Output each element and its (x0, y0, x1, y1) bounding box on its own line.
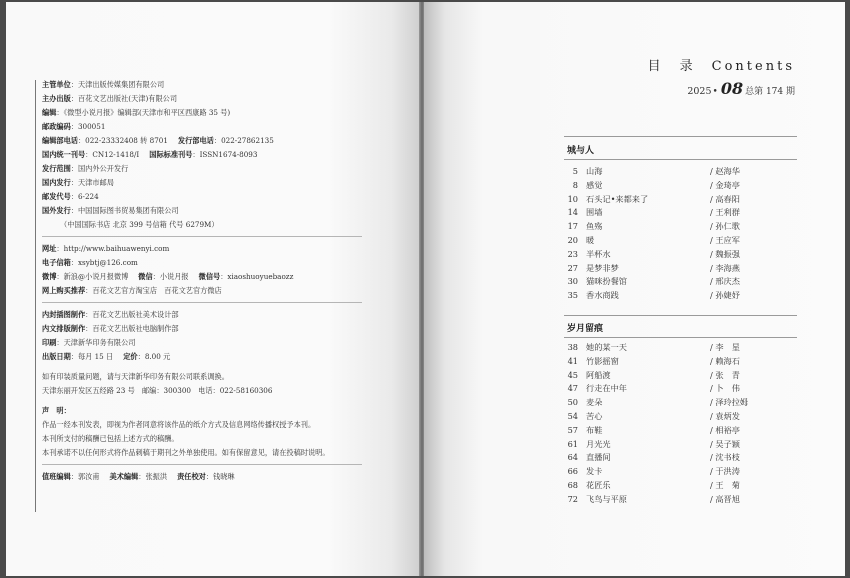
toc-entry[interactable]: 50 麦朵 / 泽玲拉姆 (567, 397, 749, 408)
toc-entry[interactable]: 35 香水商践 / 孙婕妤 (567, 290, 740, 301)
editors-line: 值班编辑：郭汝甫 美术编辑：张振洪 责任校对：钱晓琳 (42, 472, 235, 481)
toc-entry[interactable]: 30 猫咪扮餐馆 / 邢庆杰 (567, 276, 740, 287)
credit-line-printer: 印刷：天津新华印务有限公司 (42, 338, 136, 347)
section-title: 岁月留痕 (567, 324, 604, 334)
credits-block (42, 78, 362, 484)
credit-line-date-price: 出版日期：每月 15 日 定价：8.00 元 (42, 352, 171, 361)
toc-entry[interactable]: 23 半杯水 / 魏振强 (567, 248, 740, 259)
credit-line-phones: 编辑部电话：022-23332408 转 8701 发行部电话：022-27862135 (42, 136, 274, 145)
credit-line-shop: 网上购买推荐：百花文艺官方淘宝店 百花文艺官方微店 (42, 286, 222, 295)
section-rule (564, 315, 797, 316)
production-info-group (42, 308, 362, 364)
quality-note: 如有印装质量问题，请与天津新华印务有限公司联系调换。 (42, 372, 229, 381)
section-entries (564, 341, 798, 507)
credit-line-supervisor: 主管单位：天津出版传媒集团有限公司 (42, 80, 165, 89)
toc-entry[interactable]: 45 阿船渡 / 张 青 (567, 369, 740, 380)
vertical-rule (35, 80, 36, 512)
credit-line-scope: 发行范围：国内外公开发行 (42, 164, 129, 173)
overseas-note: （中国国际书店 北京 399 号信箱 代号 6279M） (60, 220, 219, 229)
credit-line-domestic: 国内发行：天津市邮局 (42, 178, 114, 187)
toc-entry[interactable]: 17 鱼殇 / 孙仁歌 (567, 221, 740, 232)
credit-line-social: 微博：新浪@小说月报微博 微信：小说月报 微信号：xiaoshuoyuebaozz (42, 272, 294, 281)
section-title: 城与人 (567, 146, 595, 156)
toc-entry[interactable]: 10 石头记•来都来了 / 高春阳 (567, 193, 740, 204)
toc-entry[interactable]: 41 竹影摇窗 / 赖海石 (567, 355, 740, 366)
credit-line-postcode: 邮政编码：300051 (42, 122, 106, 131)
toc-entry[interactable]: 27 是梦非梦 / 李海燕 (567, 262, 740, 273)
contents-heading: 目 录 Contents (647, 59, 795, 74)
issue-line (687, 79, 795, 98)
statement-line: 本刊承诺不以任何形式将作品刺稿于期刊之外单独使用。如有保留意见，请在投稿时说明。 (42, 448, 330, 457)
toc-entry[interactable]: 20 暖 / 王应军 (567, 234, 740, 245)
toc-entry[interactable]: 57 布鞋 / 相裕亭 (567, 424, 740, 435)
toc-entry[interactable]: 64 直播间 / 沈书枝 (567, 452, 740, 463)
divider (42, 464, 362, 465)
section-rule (564, 159, 797, 160)
issue-dot: • (712, 87, 718, 97)
toc-entry[interactable]: 38 她的某一天 / 李 星 (567, 342, 740, 352)
credit-line-email: 电子信箱：xsybtj@126.com (42, 258, 138, 267)
toc-entry[interactable]: 5 山海 / 赵海华 (572, 166, 740, 176)
toc-entry[interactable]: 8 感觉 / 金琦亭 (572, 179, 740, 190)
toc-entry[interactable]: 72 飞鸟与平原 / 高晋旭 (567, 493, 740, 504)
section-rule (564, 136, 797, 137)
section-rule (564, 337, 797, 338)
issue-year: 2025 (687, 86, 712, 97)
toc-entry[interactable]: 47 行走在中年 / 卜 伟 (567, 383, 740, 394)
right-page (424, 2, 845, 576)
toc-entry[interactable]: 61 月光光 / 吴子颖 (567, 438, 740, 449)
credit-line-illustration: 内封插图制作：百花文艺出版社美术设计部 (42, 310, 179, 319)
online-info-group (42, 242, 362, 298)
credit-line-overseas: 国外发行：中国国际图书贸易集团有限公司 (42, 206, 179, 215)
toc-entry[interactable]: 14 围墙 / 王利群 (567, 207, 740, 218)
quality-address: 天津东丽开发区五经路 23 号 邮编：300300 电话：022-58160306 (42, 386, 273, 395)
issue-number: 08 (720, 79, 744, 98)
credit-line-publisher: 主办出版：百花文艺出版社(天津)有限公司 (42, 94, 178, 103)
credit-line-typesetting: 内文排版制作：百花文艺出版社电脑制作部 (42, 324, 179, 333)
issue-total: 总第 174 期 (745, 87, 795, 97)
statement-title: 声 明： (42, 406, 71, 415)
section-entries (564, 165, 798, 303)
credit-line-postal-code: 邮发代号：6-224 (42, 192, 99, 201)
credit-line-website: 网址：http://www.baihuawenyi.com (42, 244, 170, 253)
divider (42, 302, 362, 303)
credit-line-editor: 编辑：《微型小说月报》编辑部(天津市和平区西康路 35 号) (42, 108, 231, 117)
toc-entry[interactable]: 66 发卡 / 于洪涛 (567, 466, 740, 477)
statement-line: 作品一经本刊发表，即视为作者同意将该作品的纸介方式及信息网络传播权授予本刊。 (42, 420, 316, 429)
credit-line-issn: 国内统一刊号：CN12-1418/I 国际标准刊号：ISSN1674-8093 (42, 150, 258, 159)
toc-entry[interactable]: 54 苦心 / 袁炳发 (567, 410, 740, 421)
toc-entry[interactable]: 68 花匠乐 / 王 菊 (567, 479, 740, 490)
left-page (6, 2, 420, 576)
statement-line: 本刊所支付的稿酬已包括上述方式的稿酬。 (42, 434, 179, 443)
divider (42, 236, 362, 237)
publisher-info-group (42, 78, 362, 232)
